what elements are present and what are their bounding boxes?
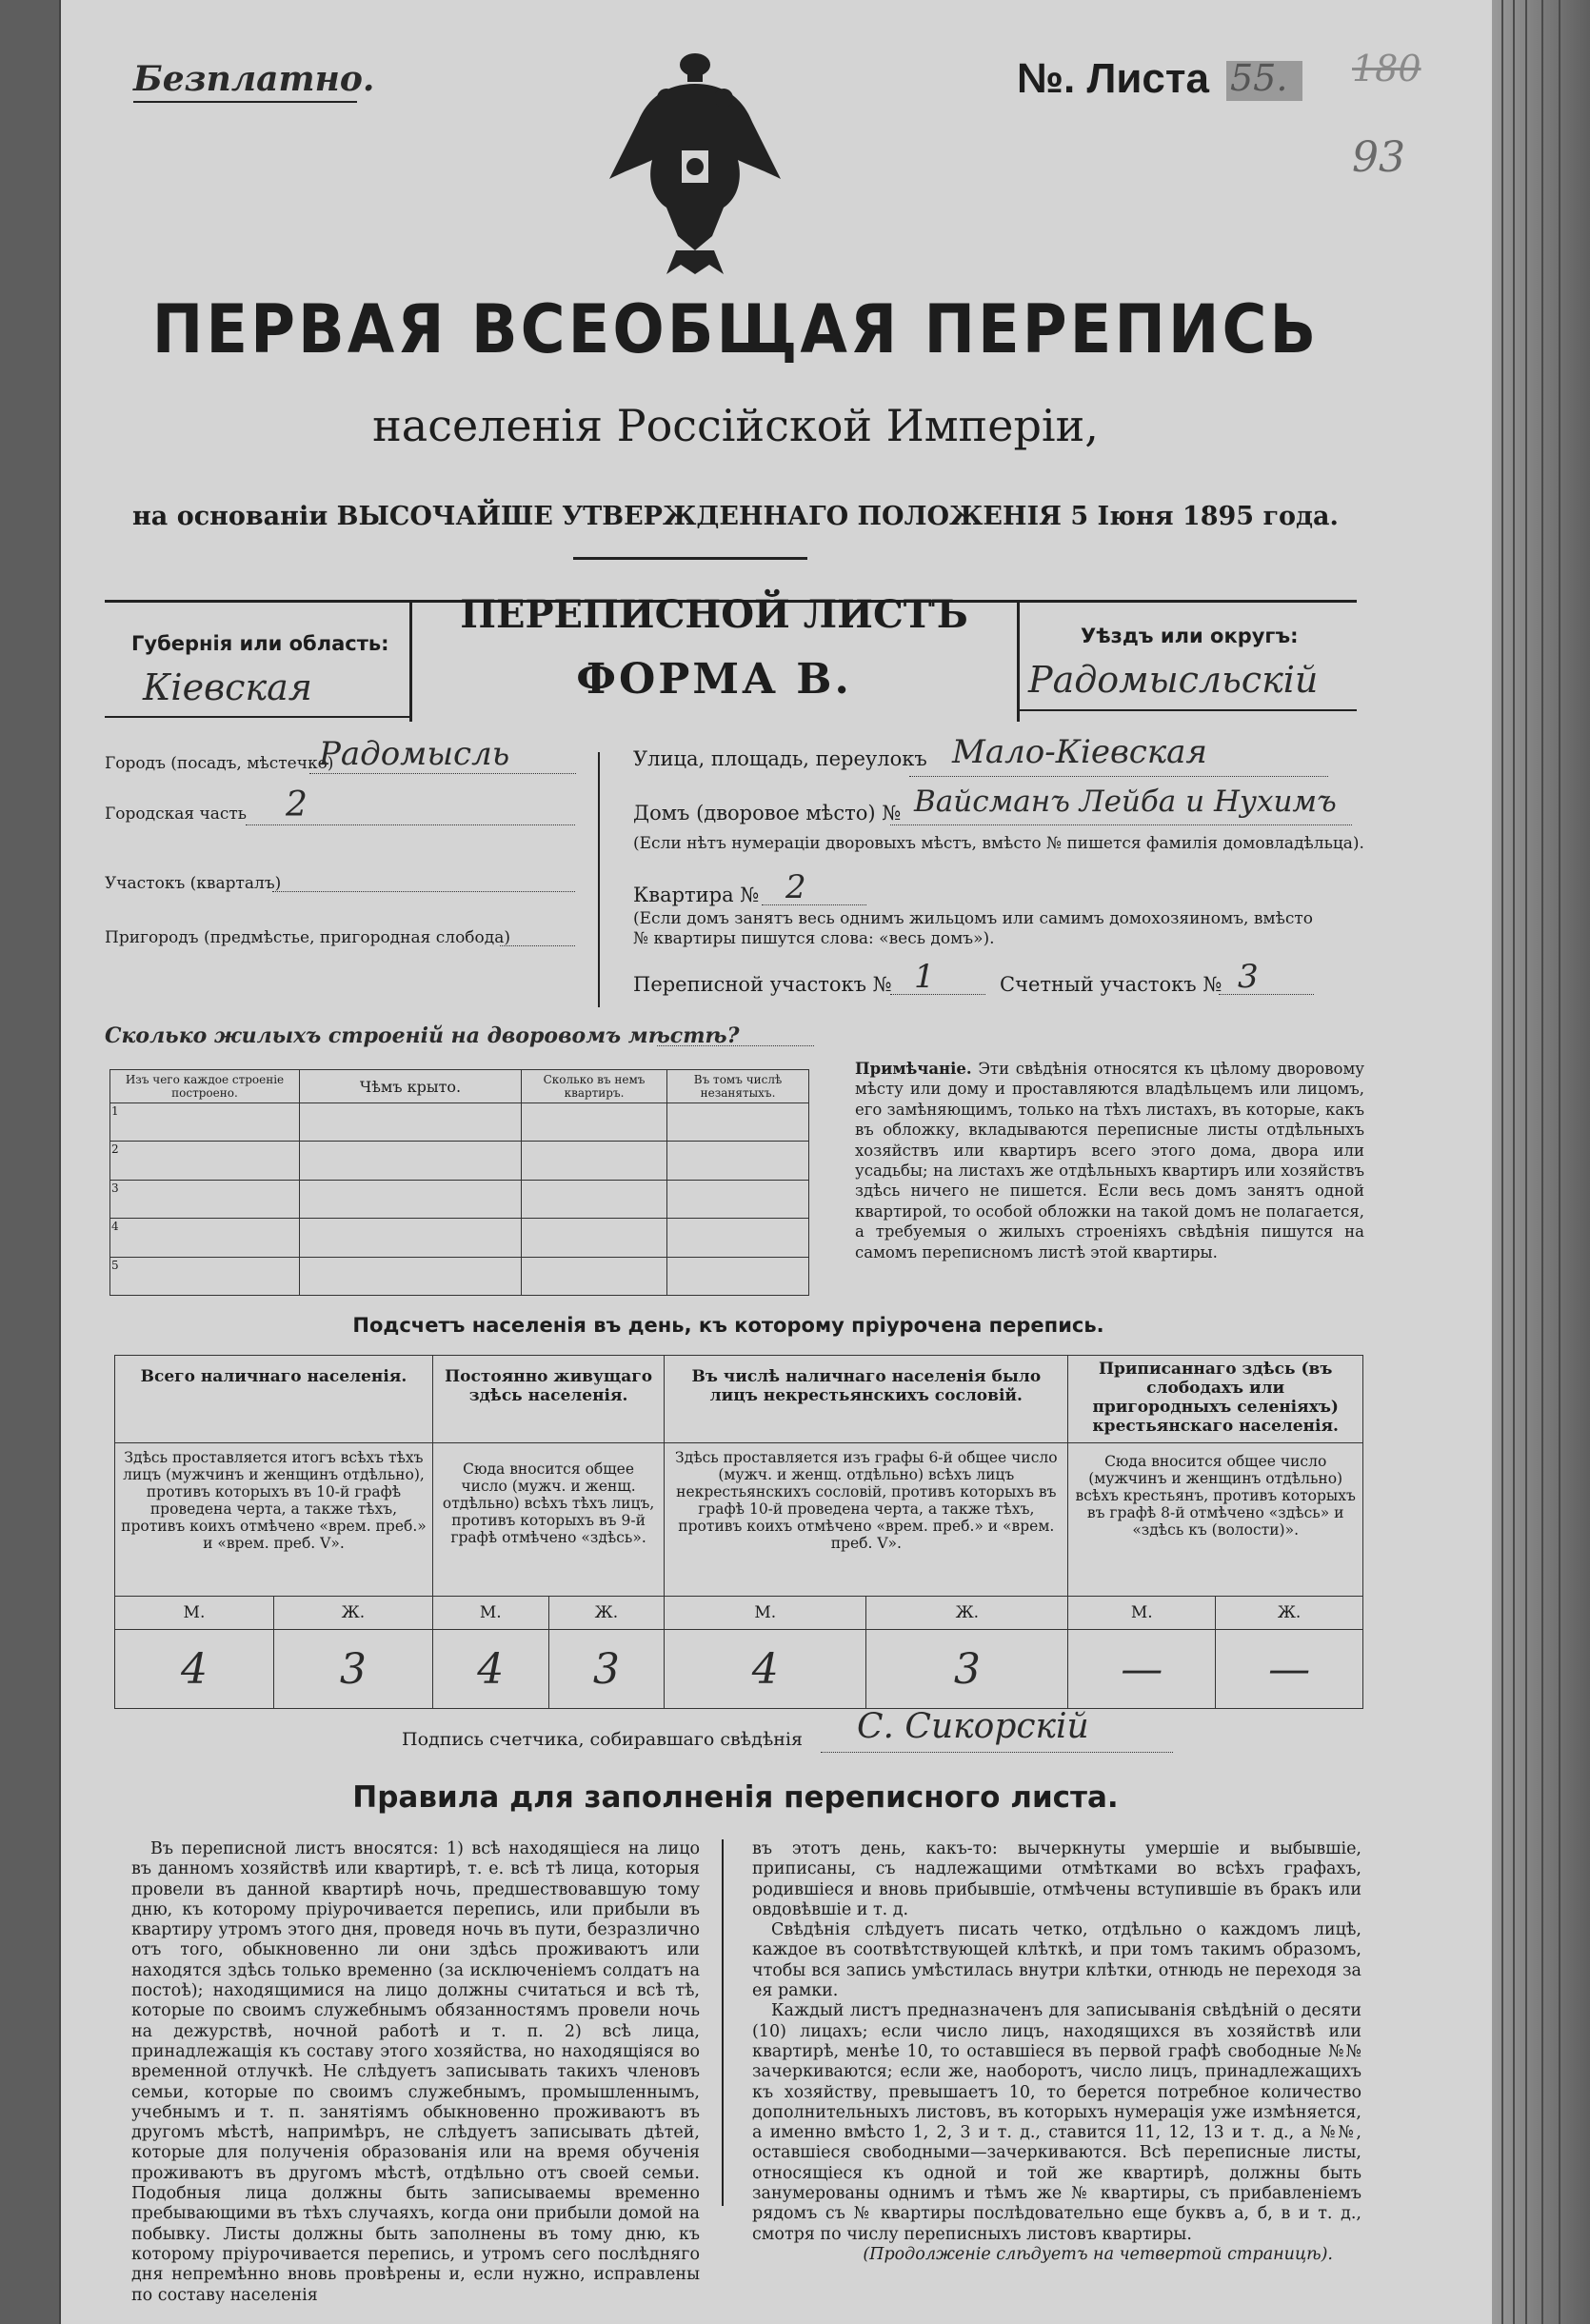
- street-label: Улица, площадь, переулокъ: [633, 747, 927, 770]
- buildings-question: Сколько жилыхъ строеній на дворовомъ мѣстѣ?: [105, 1023, 740, 1048]
- census-title: ПЕРВАЯ ВСЕОБЩАЯ ПЕРЕПИСЬ: [151, 291, 1320, 369]
- house-note: (Если нѣтъ нумераціи дворовыхъ мѣстъ, вмѣсто № пишется фамилія домовладѣльца).: [633, 834, 1364, 853]
- house-value: Вайсманъ Лейба и Нухимъ: [914, 785, 1337, 819]
- legal-basis: на основаніи ВЫСОЧАЙШЕ УТВЕРЖДЕННАГО ПОЛОЖЕНІЯ 5 Іюня 1895 года.: [132, 502, 1339, 531]
- double-headed-eagle-emblem: [609, 46, 781, 274]
- count-value: 3: [273, 1630, 432, 1709]
- count-area-label: Счетный участокъ №: [1000, 973, 1222, 996]
- note-text: Эти свѣдѣнія относятся къ цѣлому дворовому мѣсту или дому и проставляются владѣльцемъ или лицомъ, его замѣняющимъ, только на тѣхъ листахъ, въ которые, какъ въ обложку, вкладываются переписные листы отдѣльныхъ хозяйствъ или квартиръ всего этого дома, двора или усадьбы; на листахъ же отдѣльныхъ квартиръ или хозяйствъ здѣсь ничего не пишется. Если весь домъ занятъ одной квартирой, то особой обложки на такой домъ не полагается, а требуемыя о жилыхъ строеніяхъ свѣдѣнія пишутся на самомъ переписномъ листѣ этой квартиры.: [855, 1060, 1364, 1261]
- enumerator-signature-label: Подпись счетчика, собиравшаго свѣдѣнія: [402, 1729, 803, 1750]
- count-area-value: 3: [1238, 958, 1259, 996]
- enumerator-signature: С. Сикорскій: [857, 1707, 1089, 1746]
- sheet-number-value: 55.: [1230, 57, 1288, 99]
- count-value: —: [1068, 1630, 1216, 1709]
- city-part-value: 2: [286, 785, 308, 824]
- district-label: Участокъ (кварталъ): [105, 874, 282, 893]
- count-value: 3: [866, 1630, 1068, 1709]
- buildings-table: Изъ чего каждое строеніе построено. Чѣмъ крыто. Сколько въ немъ квартиръ. Въ томъ числѣ незанятыхъ. 1 2 3 4 5: [109, 1069, 809, 1296]
- rules-right-para-1: въ этотъ день, какъ-то: вычеркнуты умершіе и выбывшіе, приписаны, съ надлежащими отмѣтками во всѣхъ графахъ, родившіеся и вновь прибывшіе, отмѣчены вступившіе въ бракъ или овдовѣвшіе и т. д.: [752, 1839, 1361, 1919]
- free-label: Безплатно.: [133, 59, 375, 99]
- count-value: 4: [115, 1630, 274, 1709]
- uezd-value: Радомысльскій: [1028, 659, 1319, 701]
- census-area-value: 1: [914, 958, 935, 996]
- suburb-label: Пригородъ (предмѣстье, пригородная слобода): [105, 928, 511, 947]
- pencil-number-new: 93: [1352, 133, 1405, 182]
- count-value: 4: [432, 1630, 548, 1709]
- form-name: ФОРМА В.: [576, 655, 852, 704]
- city-value: Радомысль: [319, 735, 510, 773]
- census-area-label: Переписной участокъ №: [633, 973, 892, 996]
- rules-right-para-3: Каждый листъ предназначенъ для записыванія свѣдѣній о десяти (10) лицахъ; если число лицъ, находящихся въ хозяйствѣ или квартирѣ, менѣе 10, то оставшіеся въ первой графѣ свободные №№ зачеркиваются; если же, наоборотъ, число лицъ, принадлежащихъ къ хозяйству, превышаетъ 10, то берется потребное количество дополнительныхъ листовъ, въ которыхъ нумерація уже измѣняется, а именно вмѣсто 1, 2, 3 и т. д., ставится 11, 12, 13 и т. д., а №№, оставшіеся свободными—зачеркиваются. Всѣ переписные листы, относящіеся къ одной и той же квартирѣ, должны быть занумерованы однимъ и тѣмъ же № квартиры, съ прибавленіемъ рядомъ съ № квартиры послѣдовательно еще буквъ а, б, в и т. д., смотря по числу переписныхъ листовъ квартиры.: [752, 2001, 1361, 2244]
- sheet-number-label: №. Листа: [1017, 55, 1209, 102]
- count-value: 3: [548, 1630, 665, 1709]
- street-value: Мало-Кіевская: [952, 733, 1207, 771]
- gubernia-label: Губернія или область:: [131, 632, 389, 655]
- population-count-table: Всего наличнаго населенія. Постоянно живущаго здѣсь населенія. Въ числѣ наличнаго населенія было лицъ некрестьянскихъ сословій. Приписаннаго здѣсь (въ слободахъ или пригородныхъ селеніяхъ) крестьянскаго населенія. Здѣсь проставляется итогъ всѣхъ тѣхъ лицъ (мужчинъ и женщинъ отдѣльно), противъ которыхъ въ 10-й графѣ проведена черта, а также тѣхъ, противъ коихъ отмѣчено «врем. преб.» и «врем. преб. V». Сюда вносится общее число (мужч. и женщ. отдѣльно) всѣхъ тѣхъ лицъ, противъ которыхъ въ 9-й графѣ отмѣчено «здѣсь». Здѣсь проставляется изъ графы 6-й общее число (мужч. и женщ. отдѣльно) всѣхъ лицъ некрестьянскихъ сословій, противъ которыхъ въ графѣ 10-й проведена черта, а также тѣхъ, противъ коихъ отмѣчено «врем. преб.» и «врем. преб. V». Сюда вносится общее число (мужчинъ и женщинъ отдѣльно) всѣхъ крестьянъ, противъ которыхъ въ графѣ 8-й отмѣчено «здѣсь» и «здѣсь къ (волости)». М. Ж. М. Ж. М. Ж. М. Ж. 4 3 4 3 4 3 — —: [114, 1355, 1363, 1709]
- rules-right-para-2: Свѣдѣнія слѣдуетъ писать четко, отдѣльно о каждомъ лицѣ, каждое въ соотвѣтствующей клѣткѣ, и при томъ такимъ образомъ, чтобы вся запись умѣстилась внутри клѣтки, отнюдь не переходя за ея рамки.: [752, 1920, 1361, 2001]
- uezd-label: Уѣздъ или округъ:: [1081, 625, 1299, 647]
- rules-left-column: Въ переписной листъ вносятся: 1) всѣ находящіеся на лицо въ данномъ хозяйствѣ или квартирѣ, т. е. всѣ тѣ лица, которыя провели въ данной квартирѣ ночь, предшествовавшую тому дню, къ которому пріурочивается перепись, или прибыли въ квартиру утромъ этого дня, проведя ночь въ пути, безразлично отъ того, обыкновенно ли они здѣсь проживаютъ или находятся здѣсь только временно (за исключеніемъ солдатъ на постоѣ); находящимися на лицо должны считаться и всѣ тѣ, которые по своимъ служебнымъ обязанностямъ провели ночь на дежурствѣ, ночной работѣ и т. п. 2) всѣ лица, принадлежащія къ составу этого хозяйства, но находящіяся во временной отлучкѣ. Не слѣдуетъ записывать такихъ членовъ семьи, которые по своимъ служебнымъ, промышленнымъ, учебнымъ и т. п. занятіямъ обыкновенно проживаютъ въ другомъ мѣстѣ, напримѣръ, не слѣдуетъ записывать дѣтей, которые для полученія образованія или на время обученія проживаютъ въ другомъ мѣстѣ, отдѣльно отъ своей семьи. Подобныя лица должны быть записываемы временно пребывающими въ тѣхъ случаяхъ, когда они прибыли домой на побывку. Листы должны быть заполнены въ тому дню, къ которому пріурочивается перепись, и утромъ сего послѣдняго дня непремѣнно вновь провѣрены и, если нужно, исправлены по составу населенія: [131, 1839, 700, 2305]
- city-part-label: Городская часть: [105, 804, 248, 824]
- apartment-label: Квартира №: [633, 884, 760, 906]
- apartment-note-1: (Если домъ занятъ весь однимъ жильцомъ или самимъ домохозяиномъ, вмѣсто: [633, 909, 1314, 928]
- city-label: Городъ (посадъ, мѣстечко): [105, 754, 334, 773]
- gubernia-value: Кіевская: [143, 666, 312, 708]
- count-value: 4: [665, 1630, 866, 1709]
- count-value: —: [1216, 1630, 1363, 1709]
- apartment-note-2: № квартиры пишутся слова: «весь домъ»).: [633, 929, 995, 948]
- house-label: Домъ (дворовое мѣсто) №: [633, 802, 902, 824]
- census-subtitle: населенія Россійской Имперіи,: [372, 400, 1099, 451]
- rules-right-column: [752, 1839, 1361, 2265]
- apartment-value: 2: [785, 868, 806, 906]
- pencil-number-old: 180: [1352, 48, 1421, 89]
- note-title: Примѣчаніе.: [855, 1060, 972, 1078]
- stacked-page-edges: [1492, 0, 1590, 2324]
- count-heading: Подсчетъ населенія въ день, къ которому пріурочена перепись.: [352, 1314, 1104, 1337]
- buildings-note: [855, 1059, 1364, 1262]
- rules-continued: (Продолженіе слѣдуетъ на четвертой страницѣ).: [863, 2244, 1333, 2264]
- form-title: ПЕРЕПИСНОЙ ЛИСТЪ: [460, 592, 968, 637]
- rules-heading: Правила для заполненія переписного листа.: [352, 1780, 1119, 1815]
